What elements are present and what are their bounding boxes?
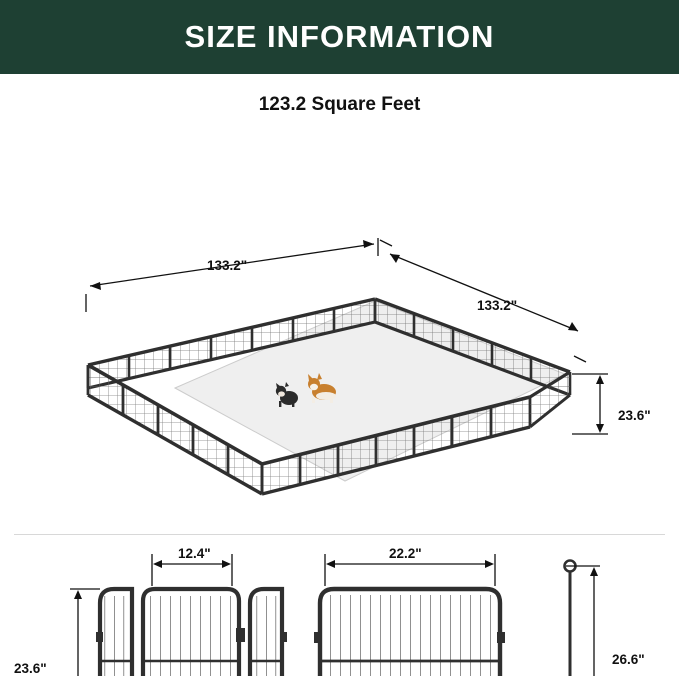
dim-arrow-large-panel-width [325,554,495,586]
gate-side-panel-left [96,589,132,676]
dim-label-back-right: 133.2" [477,298,517,313]
gate-side-panel-right [250,589,287,676]
area-subtitle: 123.2 Square Feet [0,94,679,116]
dim-arrow-small-panel-width [152,554,232,586]
dim-label-back-left: 133.2" [207,258,247,273]
header-banner [0,0,679,74]
dim-label-small-panel-width: 12.4" [178,546,211,561]
panel-gate-elevation [70,554,287,676]
page-title: SIZE INFORMATION [185,19,495,55]
diagram-stage [0,116,679,676]
dim-label-stake-height: 26.6" [612,652,645,667]
dim-arrow-back-left [86,238,378,312]
dim-arrow-pen-height [572,374,608,434]
panel-large-elevation [314,554,505,676]
gate-door-panel [143,589,245,676]
dim-label-large-panel-width: 22.2" [389,546,422,561]
dim-label-panel-height: 23.6" [14,661,47,676]
dim-label-pen-height: 23.6" [618,408,651,423]
ground-stake [565,561,601,676]
diagram-artwork [0,116,679,676]
dim-arrow-panel-height [70,589,100,676]
gate-latch-icon [236,628,245,642]
playpen-perspective-view [86,238,608,494]
